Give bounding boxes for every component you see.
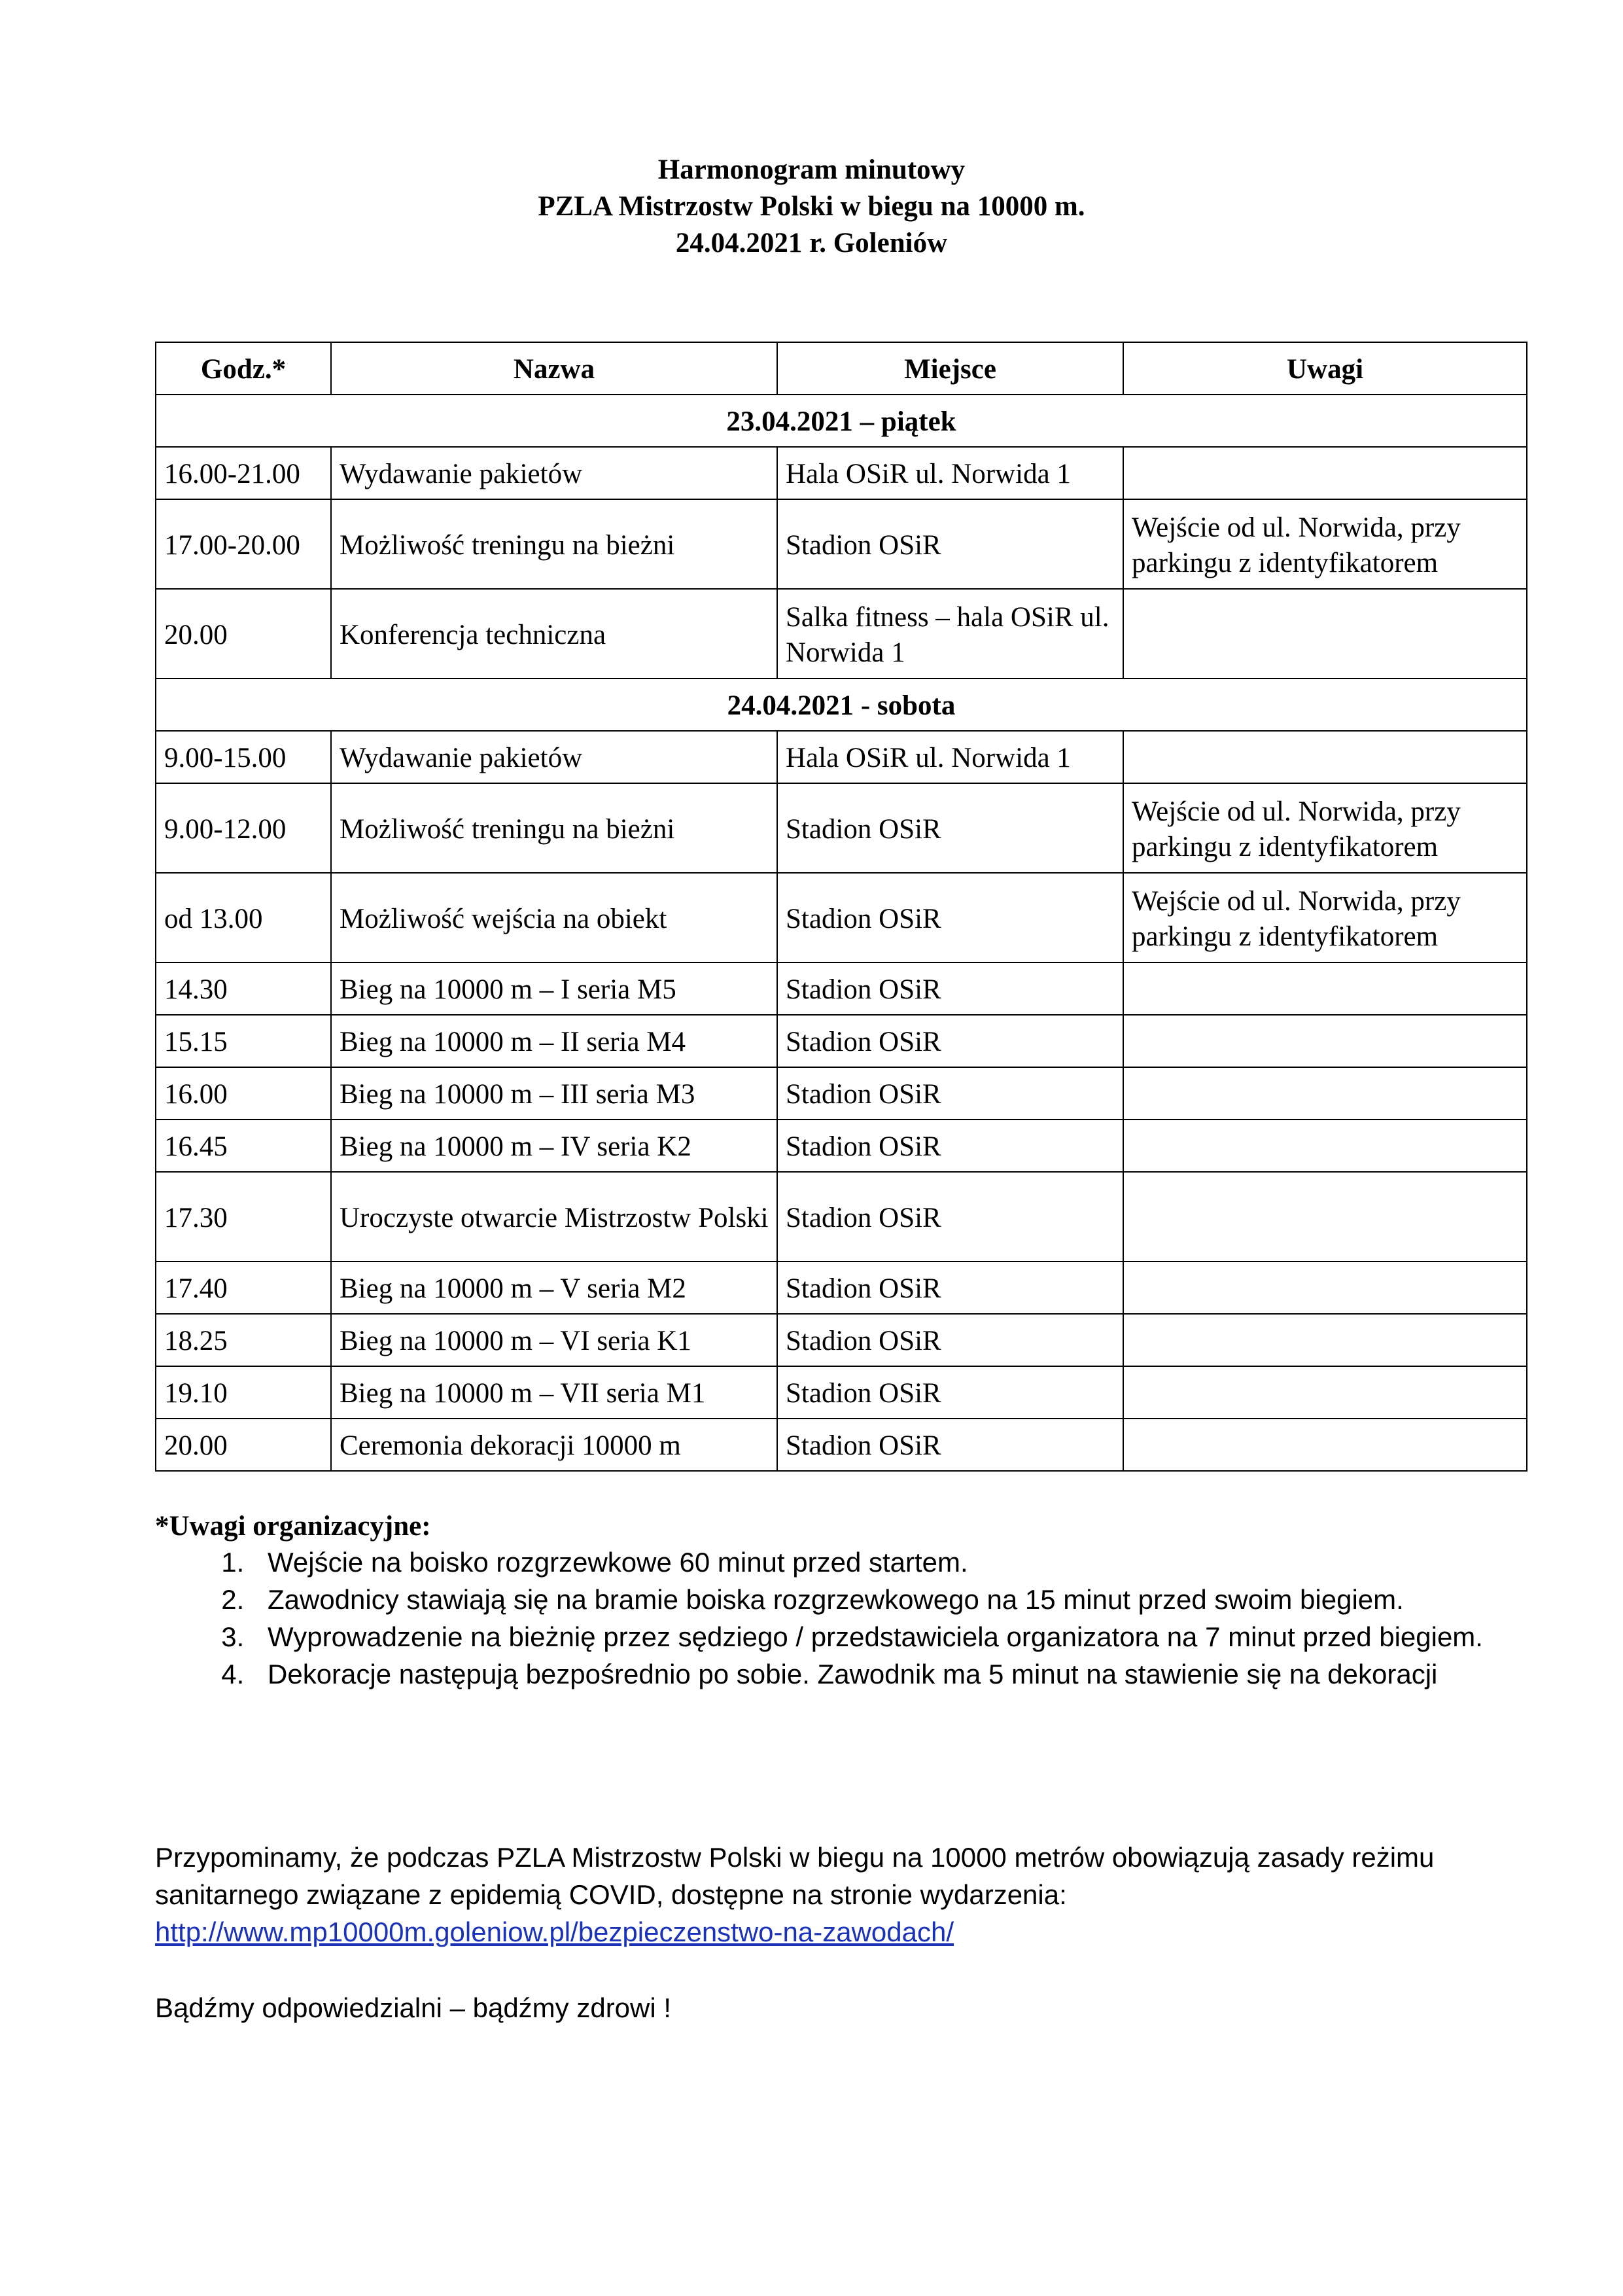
day-row: [156, 679, 1527, 731]
cell-place: Stadion OSiR: [777, 499, 1123, 589]
cell-time: od 13.00: [156, 873, 331, 963]
document-title: Harmonogram minutowy: [657, 154, 966, 185]
cell-note: [1123, 589, 1527, 679]
document-date-place: 24.04.2021 r. Goleniów: [675, 228, 948, 258]
cell-time: 16.45: [156, 1120, 331, 1172]
table-row: [156, 1419, 1527, 1471]
cell-name: Możliwość wejścia na obiekt: [331, 873, 777, 963]
cell-place: Stadion OSiR: [777, 1015, 1123, 1067]
cell-time: 18.25: [156, 1314, 331, 1366]
cell-time: 17.00-20.00: [156, 499, 331, 589]
table-row: [156, 783, 1527, 873]
covid-reminder: [155, 1839, 1529, 1951]
cell-time: 17.40: [156, 1262, 331, 1314]
cell-place: Stadion OSiR: [777, 1419, 1123, 1471]
cell-time: 15.15: [156, 1015, 331, 1067]
notes-title: *Uwagi organizacyjne:: [155, 1511, 431, 1542]
day-row: [156, 395, 1527, 447]
cell-note: [1123, 1419, 1527, 1471]
cell-time: 16.00: [156, 1067, 331, 1120]
cell-note: Wejście od ul. Norwida, przy parkingu z identyfikatorem: [1123, 499, 1527, 589]
cell-name: Bieg na 10000 m – II seria M4: [331, 1015, 777, 1067]
column-header-name: Nazwa: [331, 342, 777, 395]
list-item: 3. Wyprowadzenie na bieżnię przez sędziego / przedstawiciela organizatora na 7 minut przed biegiem.: [252, 1618, 1534, 1655]
table-row: [156, 589, 1527, 679]
reminder-text: Przypominamy, że podczas PZLA Mistrzostw Polski w biegu na 10000 metrów obowiązują zasady reżimu sanitarnego związane z epidemią COVID, dostępne na stronie wydarzenia:: [155, 1842, 1435, 1910]
cell-place: Stadion OSiR: [777, 963, 1123, 1015]
document-header: [0, 152, 1623, 262]
table-row: [156, 447, 1527, 499]
schedule-table: [155, 342, 1527, 1472]
cell-time: 19.10: [156, 1366, 331, 1419]
cell-note: [1123, 1067, 1527, 1120]
cell-note: [1123, 1314, 1527, 1366]
cell-name: Bieg na 10000 m – V seria M2: [331, 1262, 777, 1314]
cell-time: 20.00: [156, 589, 331, 679]
cell-time: 9.00-15.00: [156, 731, 331, 783]
cell-place: Stadion OSiR: [777, 1262, 1123, 1314]
list-item: 4. Dekoracje następują bezpośrednio po sobie. Zawodnik ma 5 minut na stawienie się na dekoracji: [252, 1655, 1534, 1693]
table-row: [156, 731, 1527, 783]
day-label: 24.04.2021 - sobota: [156, 679, 1527, 731]
cell-place: Stadion OSiR: [777, 1067, 1123, 1120]
table-header-row: [156, 342, 1527, 395]
cell-name: Ceremonia dekoracji 10000 m: [331, 1419, 777, 1471]
table-row: [156, 1172, 1527, 1262]
cell-note: [1123, 1120, 1527, 1172]
column-header-notes: Uwagi: [1123, 342, 1527, 395]
cell-place: Stadion OSiR: [777, 1366, 1123, 1419]
table-row: [156, 1067, 1527, 1120]
cell-place: Hala OSiR ul. Norwida 1: [777, 731, 1123, 783]
cell-name: Wydawanie pakietów: [331, 731, 777, 783]
table-row: [156, 1120, 1527, 1172]
cell-place: Salka fitness – hala OSiR ul. Norwida 1: [777, 589, 1123, 679]
table-row: [156, 1015, 1527, 1067]
cell-place: Stadion OSiR: [777, 873, 1123, 963]
cell-time: 16.00-21.00: [156, 447, 331, 499]
cell-name: Możliwość treningu na bieżni: [331, 783, 777, 873]
cell-place: Stadion OSiR: [777, 1314, 1123, 1366]
cell-time: 20.00: [156, 1419, 331, 1471]
cell-name: Konferencja techniczna: [331, 589, 777, 679]
document-subtitle: PZLA Mistrzostw Polski w biegu na 10000 m.: [538, 191, 1085, 222]
cell-time: 14.30: [156, 963, 331, 1015]
cell-name: Bieg na 10000 m – IV seria K2: [331, 1120, 777, 1172]
day-label: 23.04.2021 – piątek: [156, 395, 1527, 447]
cell-name: Bieg na 10000 m – I seria M5: [331, 963, 777, 1015]
cell-place: Stadion OSiR: [777, 1120, 1123, 1172]
cell-note: [1123, 1366, 1527, 1419]
notes-list: [155, 1544, 1534, 1693]
cell-name: Wydawanie pakietów: [331, 447, 777, 499]
cell-name: Bieg na 10000 m – III seria M3: [331, 1067, 777, 1120]
cell-place: Stadion OSiR: [777, 1172, 1123, 1262]
cell-time: 17.30: [156, 1172, 331, 1262]
cell-name: Bieg na 10000 m – VI seria K1: [331, 1314, 777, 1366]
table-row: [156, 963, 1527, 1015]
table-row: [156, 1314, 1527, 1366]
table-row: [156, 1262, 1527, 1314]
column-header-place: Miejsce: [777, 342, 1123, 395]
list-item: 2. Zawodnicy stawiają się na bramie boiska rozgrzewkowego na 15 minut przed swoim biegiem.: [252, 1581, 1534, 1618]
table-row: [156, 499, 1527, 589]
cell-name: Uroczyste otwarcie Mistrzostw Polski: [331, 1172, 777, 1262]
event-safety-link[interactable]: http://www.mp10000m.goleniow.pl/bezpieczenstwo-na-zawodach/: [155, 1916, 954, 1947]
cell-note: [1123, 1262, 1527, 1314]
column-header-time: Godz.*: [156, 342, 331, 395]
table-row: [156, 1366, 1527, 1419]
cell-place: Stadion OSiR: [777, 783, 1123, 873]
cell-note: [1123, 731, 1527, 783]
cell-note: Wejście od ul. Norwida, przy parkingu z identyfikatorem: [1123, 783, 1527, 873]
cell-place: Hala OSiR ul. Norwida 1: [777, 447, 1123, 499]
cell-name: Bieg na 10000 m – VII seria M1: [331, 1366, 777, 1419]
closing-message: Bądźmy odpowiedzialni – bądźmy zdrowi !: [155, 1992, 672, 2023]
table-row: [156, 873, 1527, 963]
cell-time: 9.00-12.00: [156, 783, 331, 873]
cell-name: Możliwość treningu na bieżni: [331, 499, 777, 589]
cell-note: [1123, 963, 1527, 1015]
cell-note: Wejście od ul. Norwida, przy parkingu z identyfikatorem: [1123, 873, 1527, 963]
cell-note: [1123, 1015, 1527, 1067]
list-item: 1. Wejście na boisko rozgrzewkowe 60 minut przed startem.: [252, 1544, 1534, 1581]
cell-note: [1123, 447, 1527, 499]
cell-note: [1123, 1172, 1527, 1262]
